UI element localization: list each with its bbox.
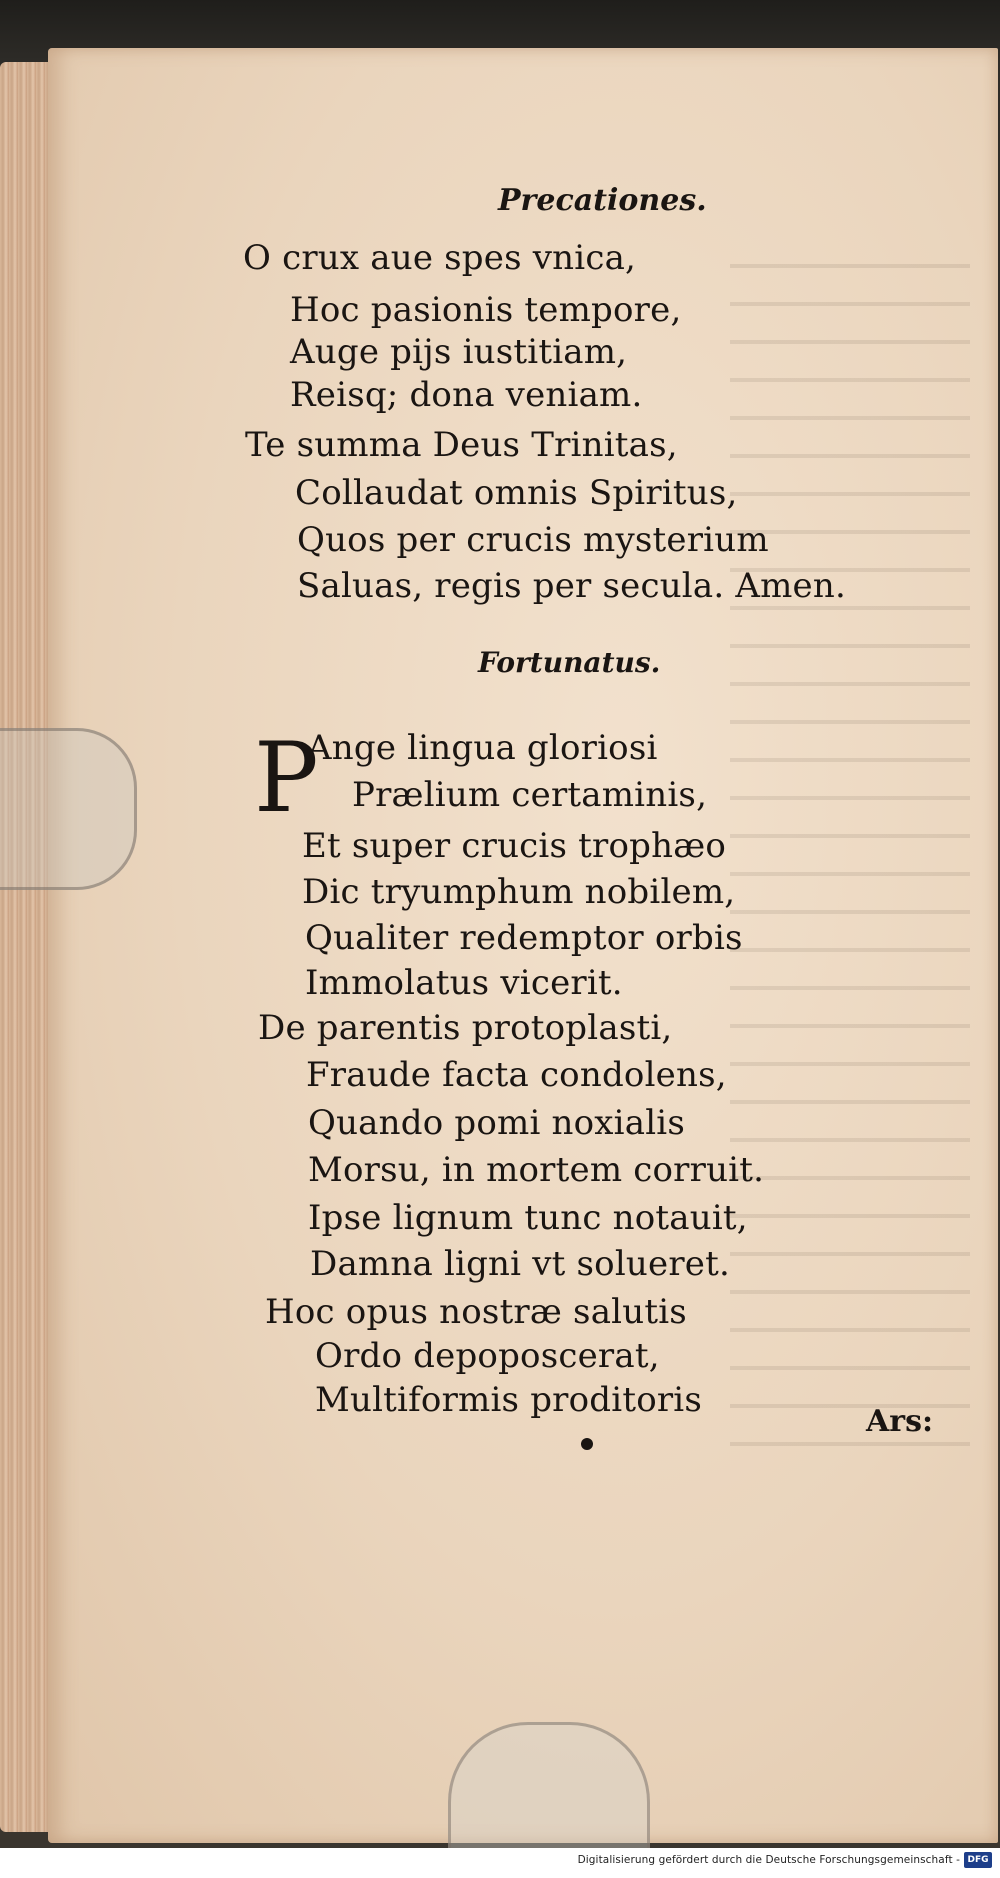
verse-line: Quando pomi noxialis xyxy=(308,1103,686,1143)
section-title: Fortunatus. xyxy=(478,646,661,679)
running-header: Precationes. xyxy=(498,183,707,218)
signature-dot xyxy=(581,1438,593,1450)
drop-capital: P xyxy=(254,722,319,834)
verse-line: Damna ligni vt solueret. xyxy=(310,1244,730,1284)
catchword: Ars: xyxy=(866,1404,934,1439)
verse-line: Ange lingua gloriosi xyxy=(307,728,658,768)
verse-line: Hoc opus nostræ salutis xyxy=(265,1292,687,1332)
page-clip-left xyxy=(0,728,137,890)
verse-line: De parentis protoplasti, xyxy=(258,1008,673,1048)
verse-line: Reisq; dona veniam. xyxy=(290,375,643,415)
verse-line: Collaudat omnis Spiritus, xyxy=(295,473,738,513)
verse-line: Saluas, regis per secula. Amen. xyxy=(297,566,846,606)
dfg-logo: DFG xyxy=(964,1852,992,1868)
page-clip-bottom xyxy=(448,1722,650,1855)
verse-line: Multiformis proditoris xyxy=(315,1380,703,1420)
verse-line: Auge pijs iustitiam, xyxy=(290,332,628,372)
verse-line: Fraude facta condolens, xyxy=(306,1055,727,1095)
verse-line: Qualiter redemptor orbis xyxy=(305,918,743,958)
verse-line: Immolatus vicerit. xyxy=(305,963,623,1003)
verse-line: Dic tryumphum nobilem, xyxy=(302,872,736,912)
verse-line: Ipse lignum tunc notauit, xyxy=(308,1198,748,1238)
digitization-credit: Digitalisierung gefördert durch die Deutsche Forschungsgemeinschaft - xyxy=(577,1854,960,1866)
verse-line: Ordo depoposcerat, xyxy=(315,1336,660,1376)
verse-line: Quos per crucis mysterium xyxy=(297,520,769,560)
verse-line: Morsu, in mortem corruit. xyxy=(308,1150,765,1190)
verse-line: Prælium certaminis, xyxy=(352,775,708,815)
verse-line: Te summa Deus Trinitas, xyxy=(245,425,678,465)
verse-line: Hoc pasionis tempore, xyxy=(290,290,682,330)
verse-line: O crux aue spes vnica, xyxy=(243,238,637,278)
verse-line: Et super crucis trophæo xyxy=(302,826,727,866)
